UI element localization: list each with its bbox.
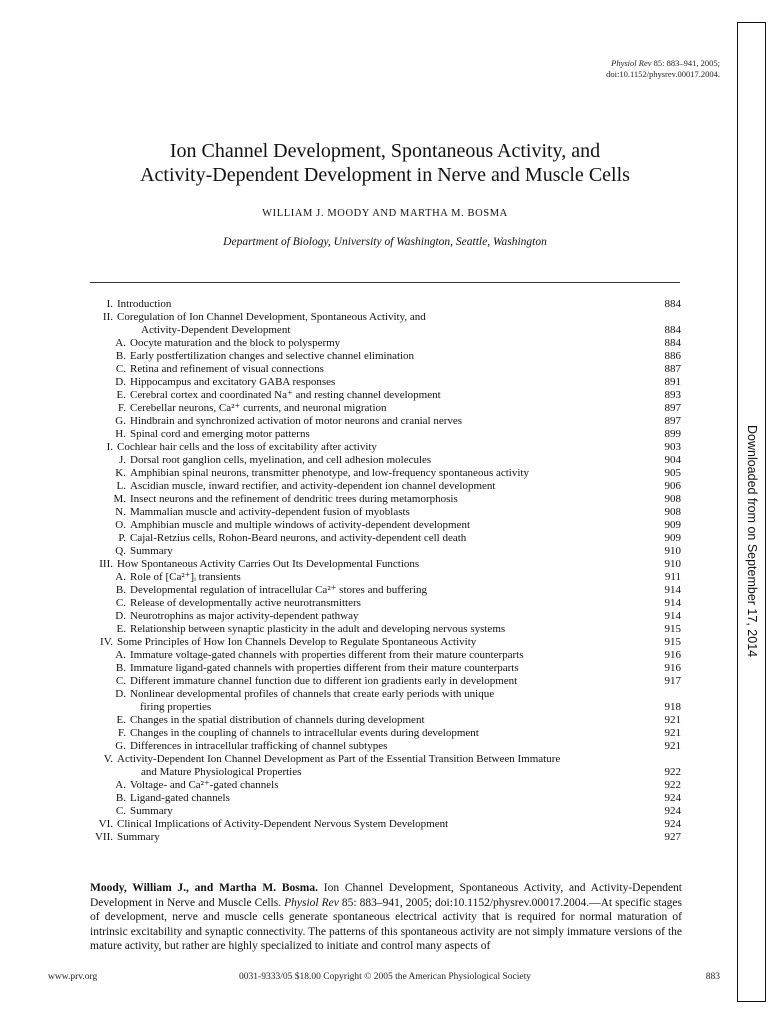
toc-entry-number: IV. [100,636,113,648]
toc-entry-number: I. [106,441,113,453]
toc-entry-title: Changes in the spatial distribution of channels during development [130,714,425,726]
toc-entry-page: 924 [664,792,681,804]
toc-entry [90,714,681,727]
toc-entry-title: Summary [130,805,173,817]
toc-entry [90,298,681,311]
toc-entry-title: Summary [130,545,173,557]
title-line-2: Activity-Dependent Development in Nerve and Muscle Cells [140,164,630,186]
toc-entry [90,831,681,844]
toc-entry [90,779,681,792]
toc-entry-number: M. [113,493,126,505]
toc-entry-number: D. [115,688,126,700]
toc-entry-number: O. [115,519,126,531]
toc-entry-title: Relationship between synaptic plasticity in the adult and developing nervous systems [130,623,506,635]
download-note: Downloaded from on September 17, 2014 [745,425,759,658]
toc-entry-title: Immature voltage-gated channels with properties different from their mature counterparts [130,649,524,661]
toc-entry-title: firing properties [140,701,212,713]
toc-entry-title: Nonlinear developmental profiles of channels that create early periods with unique [130,688,495,700]
toc-entry [90,623,681,636]
toc-entry [90,701,681,714]
title-line-1: Ion Channel Development, Spontaneous Activity, and [169,140,601,162]
toc-entry [90,519,681,532]
toc-entry-number: E. [116,389,126,401]
toc-entry-title: Neurotrophins as major activity-dependent pathway [130,610,359,622]
toc-entry-number: VI. [98,818,113,830]
toc-entry-title: Hindbrain and synchronized activation of motor neurons and cranial nerves [130,415,463,427]
toc-entry-title: Oocyte maturation and the block to polyspermy [130,337,341,349]
toc-entry-page: 909 [664,519,681,531]
toc-entry-number: VII. [94,831,113,843]
toc-entry [90,506,681,519]
table-of-contents [90,298,681,844]
toc-entry-title: Retina and refinement of visual connections [130,363,324,375]
toc-entry-page: 906 [664,480,681,492]
toc-entry-number: C. [115,597,126,609]
toc-entry-number: D. [115,376,126,388]
toc-entry-page: 905 [664,467,681,479]
toc-entry-page: 924 [664,805,681,817]
toc-entry-page: 921 [664,740,681,752]
toc-entry-title: Different immature channel function due to different ion gradients early in development [130,675,518,687]
toc-entry-page: 915 [664,636,681,648]
toc-entry-page: 887 [664,363,681,375]
toc-entry-number: A. [115,649,126,661]
toc-entry-title: Cochlear hair cells and the loss of excitability after activity [117,441,377,453]
toc-entry-number: A. [115,779,126,791]
toc-entry-number: B. [115,662,126,674]
toc-entry-page: 904 [664,454,681,466]
toc-entry [90,389,681,402]
abstract-title: Ion Channel Development, Spontaneous Activity, and Activity-Dependent Development in Nerve and Muscle Cells. [90,882,682,909]
toc-entry-title: Ascidian muscle, inward rectifier, and activity-dependent ion channel development [130,480,496,492]
citation-journal: Physiol Rev [611,58,652,68]
citation-doi: doi:10.1152/physrev.00017.2004. [606,69,720,79]
toc-entry [90,571,681,584]
toc-entry-page: 915 [664,623,681,635]
footer-page-number: 883 [705,972,720,982]
toc-entry-page: 914 [664,597,681,609]
toc-entry-title: Early postfertilization changes and selective channel elimination [130,350,415,362]
toc-entry-title: Introduction [117,298,172,310]
toc-entry-number: C. [115,805,126,817]
toc-entry-page: 911 [664,571,681,583]
toc-entry [90,597,681,610]
toc-entry-title: Spinal cord and emerging motor patterns [130,428,310,440]
toc-entry [90,662,681,675]
toc-entry-page: 922 [664,779,681,791]
toc-entry-number: P. [118,532,126,544]
toc-entry-number: E. [116,623,126,635]
toc-entry [90,311,681,324]
toc-entry-page: 921 [664,714,681,726]
toc-entry-title: Activity-Dependent Ion Channel Development as Part of the Essential Transition Between Immature [117,753,561,765]
citation-details: 85: 883–941, 2005; [653,58,720,68]
toc-entry-page: 924 [664,818,681,830]
toc-entry-title: Activity-Dependent Development [141,324,291,336]
toc-entry-number: N. [115,506,126,518]
toc-entry-number: V. [103,753,113,765]
toc-entry-page: 897 [664,415,681,427]
toc-entry-title: Coregulation of Ion Channel Development, Spontaneous Activity, and [117,311,426,323]
toc-entry-page: 891 [664,376,681,388]
toc-entry [90,688,681,701]
abstract-text: 85: 883–941, 2005; doi:10.1152/physrev.00017.2004.—At specific stages of development, nerve and muscle cells generate spontaneous electrical activity that is required for normal maturation of intrinsic excitability and synaptic connectivity. The patterns of this spontaneous activity are not simply immature versions of the mature activity, but rather are highly specialized to initiate and control many aspects of [90,896,682,952]
toc-entry-number: A. [115,571,126,583]
toc-entry [90,324,681,337]
toc-entry-number: F. [118,402,126,414]
toc-entry [90,454,681,467]
toc-entry [90,467,681,480]
toc-entry-page: 884 [664,337,681,349]
toc-entry [90,545,681,558]
toc-entry-page: 921 [664,727,681,739]
toc-entry-page: 886 [664,350,681,362]
toc-entry-title: Immature ligand-gated channels with properties different from their mature counterparts [130,662,519,674]
toc-entry-title: How Spontaneous Activity Carries Out Its Developmental Functions [117,558,420,570]
toc-entry-title: Role of [Ca²⁺]ᵢ transients [130,571,241,583]
toc-entry-page: 910 [664,545,681,557]
toc-entry-page: 910 [664,558,681,570]
toc-entry-page: 927 [664,831,681,843]
toc-entry-number: K. [115,467,126,479]
toc-entry-page: 914 [664,610,681,622]
toc-entry-number: E. [116,714,126,726]
citation [560,58,720,80]
toc-entry-number: G. [115,415,126,427]
toc-entry-page: 884 [664,298,681,310]
toc-entry-number: II. [102,311,113,323]
toc-entry [90,532,681,545]
toc-entry [90,766,681,779]
toc-entry [90,636,681,649]
toc-entry-title: Ligand-gated channels [130,792,230,804]
toc-entry-number: B. [115,350,126,362]
toc-entry-number: F. [118,727,126,739]
toc-entry-page: 918 [664,701,681,713]
toc-entry-number: H. [115,428,126,440]
toc-entry-number: G. [115,740,126,752]
toc-entry-number: B. [115,792,126,804]
toc-entry-number: Q. [115,545,126,557]
header-divider [90,282,680,283]
toc-entry [90,805,681,818]
toc-entry-title: Differences in intracellular trafficking of channel subtypes [130,740,388,752]
toc-entry [90,584,681,597]
toc-entry-page: 884 [664,324,681,336]
toc-entry [90,740,681,753]
footer-copyright: 0031-9333/05 $18.00 Copyright © 2005 the American Physiological Society [239,972,531,982]
toc-entry-title: Amphibian spinal neurons, transmitter phenotype, and low-frequency spontaneous activity [130,467,529,479]
toc-entry-title: Cerebellar neurons, Ca²⁺ currents, and neuronal migration [130,402,387,414]
toc-entry [90,610,681,623]
toc-entry-title: Mammalian muscle and activity-dependent fusion of myoblasts [130,506,410,518]
toc-entry-page: 922 [664,766,681,778]
toc-entry-number: C. [115,363,126,375]
abstract-journal: Physiol Rev [284,896,339,909]
toc-entry-page: 893 [664,389,681,401]
affiliation: Department of Biology, University of Washington, Seattle, Washington [223,236,547,248]
toc-entry-title: Cajal-Retzius cells, Rohon-Beard neurons, and activity-dependent cell death [130,532,467,544]
toc-entry-number: L. [116,480,126,492]
toc-entry-title: Dorsal root ganglion cells, myelination, and cell adhesion molecules [130,454,432,466]
toc-entry [90,753,681,766]
abstract [90,881,682,954]
toc-entry-page: 909 [664,532,681,544]
toc-entry [90,350,681,363]
toc-entry-number: B. [115,584,126,596]
toc-entry-title: Clinical Implications of Activity-Dependent Nervous System Development [117,818,449,830]
abstract-lead: Moody, William J., and Martha M. Bosma. [90,882,318,894]
toc-entry [90,493,681,506]
authors: WILLIAM J. MOODY AND MARTHA M. BOSMA [262,208,508,219]
toc-entry-page: 916 [664,662,681,674]
toc-entry-page: 897 [664,402,681,414]
toc-entry [90,402,681,415]
toc-entry [90,428,681,441]
toc-entry [90,363,681,376]
toc-entry [90,727,681,740]
toc-entry-page: 914 [664,584,681,596]
toc-entry [90,480,681,493]
toc-entry [90,649,681,662]
toc-entry [90,337,681,350]
toc-entry-title: Voltage- and Ca²⁺-gated channels [130,779,279,791]
toc-entry-page: 908 [664,506,681,518]
toc-entry-title: Hippocampus and excitatory GABA responses [130,376,336,388]
toc-entry-number: A. [115,337,126,349]
footer-site[interactable]: www.prv.org [48,972,98,982]
toc-entry-number: III. [99,558,113,570]
toc-entry-title: Summary [117,831,160,843]
toc-entry-title: Insect neurons and the refinement of dendritic trees during metamorphosis [130,493,458,505]
toc-entry-title: Cerebral cortex and coordinated Na⁺ and resting channel development [130,389,441,401]
toc-entry-title: Some Principles of How Ion Channels Develop to Regulate Spontaneous Activity [117,636,477,648]
toc-entry-number: D. [115,610,126,622]
toc-entry-number: C. [115,675,126,687]
toc-entry-number: I. [106,298,113,310]
toc-entry [90,675,681,688]
toc-entry-title: Developmental regulation of intracellular Ca²⁺ stores and buffering [130,584,427,596]
toc-entry-title: and Mature Physiological Properties [141,766,302,778]
download-sidebar [737,22,766,1002]
toc-entry [90,792,681,805]
toc-entry-title: Changes in the coupling of channels to intracellular events during development [130,727,479,739]
toc-entry-page: 903 [664,441,681,453]
toc-entry-page: 917 [664,675,681,687]
article-title [90,139,680,187]
toc-entry-page: 916 [664,649,681,661]
toc-entry-page: 899 [664,428,681,440]
toc-entry-page: 908 [664,493,681,505]
toc-entry [90,415,681,428]
toc-entry-title: Release of developmentally active neurotransmitters [130,597,361,609]
toc-entry [90,441,681,454]
toc-entry [90,558,681,571]
toc-entry [90,818,681,831]
toc-entry-title: Amphibian muscle and multiple windows of activity-dependent development [130,519,471,531]
toc-entry [90,376,681,389]
toc-entry-number: J. [118,454,126,466]
